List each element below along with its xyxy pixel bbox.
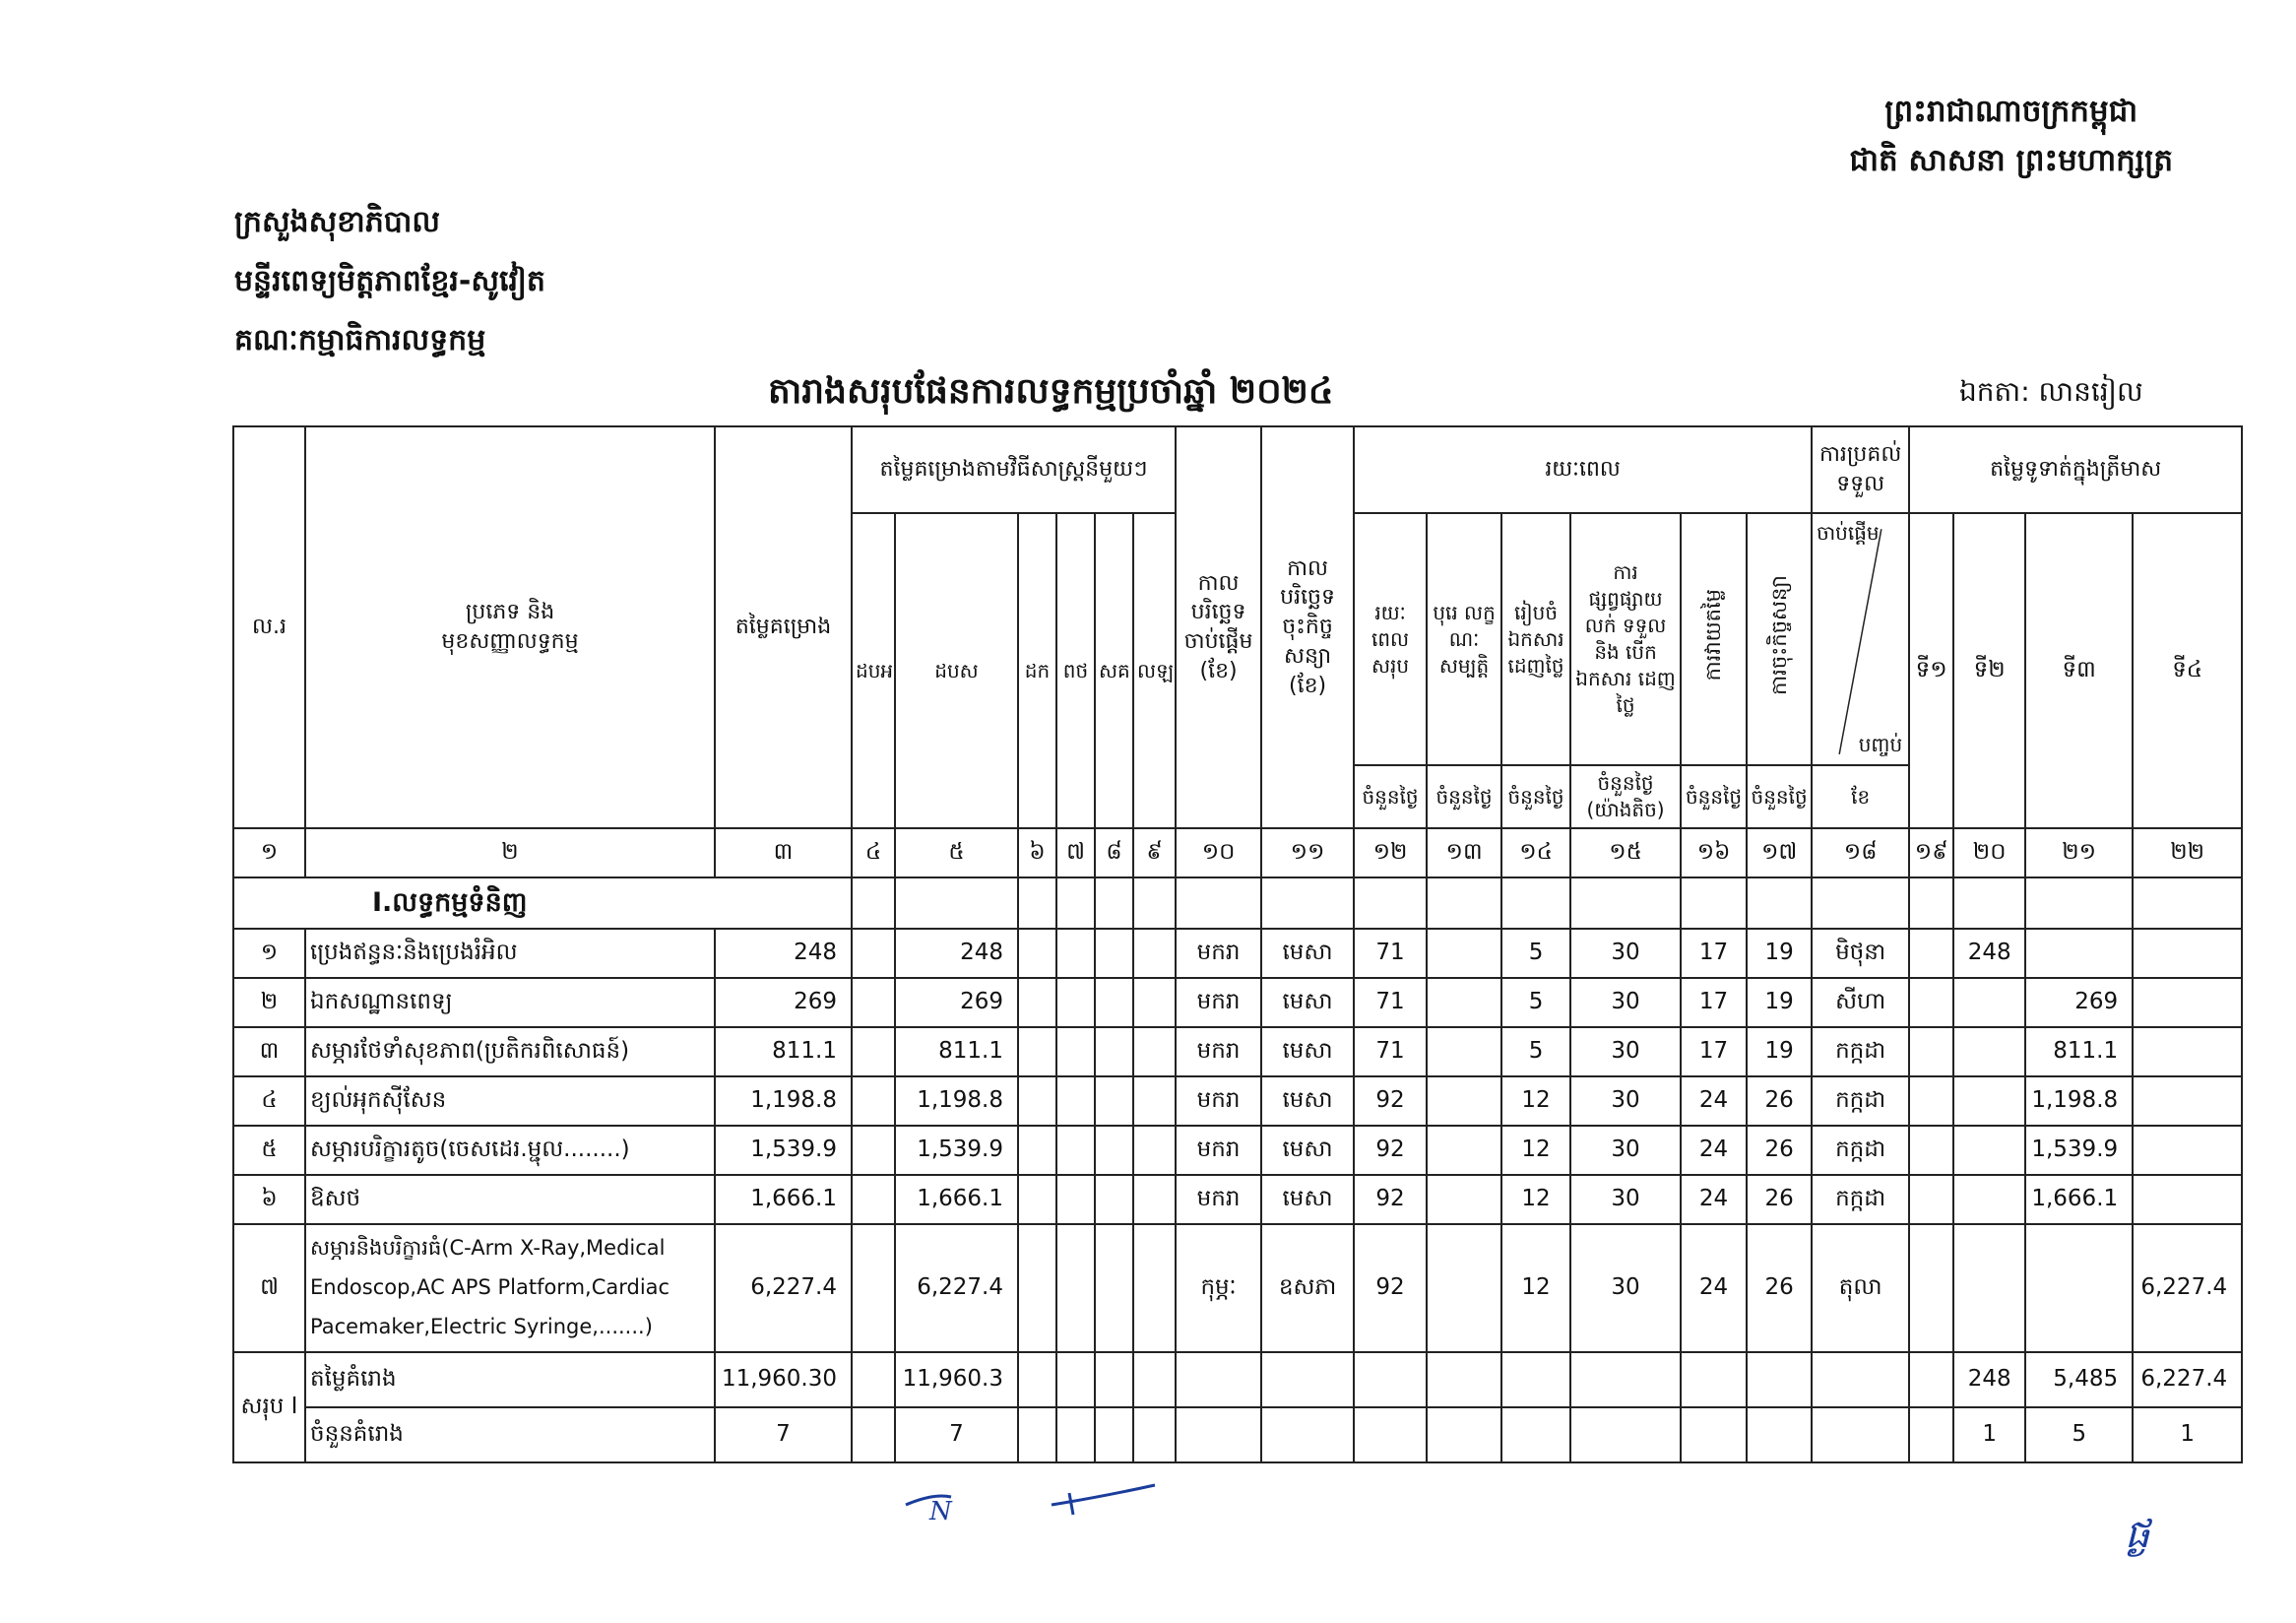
table-row [233,1076,2242,1126]
colnum: ២០ [1953,828,2025,877]
colnum: ១៤ [1501,828,1570,877]
q4-header: ទី៤ [2133,513,2242,828]
unit-days-12: ចំនួនថ្ងៃ [1354,765,1427,828]
colnum: ១៨ [1812,828,1909,877]
row-q3 [2025,929,2133,978]
row-q2 [1953,1126,2025,1175]
summary-value-estimate: 11,960.30 [715,1352,852,1407]
col-start-header: កាល បរិច្ឆេទ ចាប់ផ្ដើម (ខែ) [1176,426,1261,828]
committee-name: គណៈកម្មាធិការលទ្ធកម្ម [234,323,486,357]
row-receipt: តុលា [1812,1224,1909,1352]
colnum: ១៧ [1747,828,1812,877]
row-q1 [1909,1126,1953,1175]
header-row-1 [233,426,2242,513]
duration-sign-cell [1747,513,1812,765]
method-ly: លឡ [1133,513,1176,828]
row-sign: 19 [1747,978,1812,1027]
row-estimate: 1,539.9 [715,1126,852,1175]
row-q4 [2133,1175,2242,1224]
receipt-end: បញ្ចប់ [1858,733,1903,756]
summary-value-row [233,1352,2242,1407]
row-prepare: 5 [1501,1027,1570,1076]
row-q2 [1953,1175,2025,1224]
row-contract: មេសា [1261,978,1354,1027]
colnum: ១៣ [1427,828,1501,877]
row-start: មករា [1176,1076,1261,1126]
initial-mark-2: ផ្ង [2125,1512,2150,1557]
row-q4 [2133,1126,2242,1175]
row-dbs: 6,227.4 [895,1224,1018,1352]
q2-header: ទី២ [1953,513,2025,828]
row-no: ៧ [233,1224,305,1352]
unit-days-16: ចំនួនថ្ងៃ [1681,765,1747,828]
row-dbs: 811.1 [895,1027,1018,1076]
row-name-line: សម្ភារនិងបរិក្ខារធំ(C-Arm X-Ray,Medical [310,1236,666,1261]
row-q4 [2133,978,2242,1027]
duration-evaluate-cell [1681,513,1747,765]
colnum: ២១ [2025,828,2133,877]
table-row [233,1126,2242,1175]
row-estimate: 6,227.4 [715,1224,852,1352]
summary-label: សរុប I [233,1352,305,1462]
row-q2: 248 [1953,929,2025,978]
summary-count-row [233,1407,2242,1462]
row-dbs: 1,539.9 [895,1126,1018,1175]
summary-value-q3: 5,485 [2025,1352,2133,1407]
row-no: ៥ [233,1126,305,1175]
col-estimate-header: តម្លៃគម្រោង [715,426,852,828]
row-name: ឱសថ [305,1175,715,1224]
summary-value-q4: 6,227.4 [2133,1352,2242,1407]
row-dbs: 248 [895,929,1018,978]
colnum: ៤ [852,828,895,877]
row-advertise: 30 [1570,1076,1681,1126]
receipt-diagonal-cell [1812,513,1909,765]
row-sign: 26 [1747,1076,1812,1126]
duration-prequal: បុរេ លក្ខ ណៈ សម្បត្តិ [1427,513,1501,765]
diagonal-line [1813,514,1908,764]
row-name: សម្ភារបរិក្ខារតូច(ចេសដេរ.ម្ជុល........) [305,1126,715,1175]
row-prepare: 12 [1501,1126,1570,1175]
col-no-header: ល.រ [233,426,305,828]
row-contract: មេសា [1261,1126,1354,1175]
kingdom-line2: ជាតិ សាសនា ព្រះមហាក្សត្រ [1849,143,2173,178]
kingdom-header [1849,87,2173,185]
summary-count-q2: 1 [1953,1407,2025,1462]
row-q4: 6,227.4 [2133,1224,2242,1352]
row-evaluate: 24 [1681,1224,1747,1352]
unit-days-15: ចំនួនថ្ងៃ (យ៉ាងតិច) [1570,765,1681,828]
row-total: 71 [1354,1027,1427,1076]
summary-value-label: តម្លៃគំរោង [305,1352,715,1407]
row-sign: 26 [1747,1175,1812,1224]
row-q4 [2133,1027,2242,1076]
duration-total: រយៈ ពេល សរុប [1354,513,1427,765]
initial-mark-1: N [929,1497,952,1526]
colnum: ១ [233,828,305,877]
page-title: តារាងសរុបផែនការលទ្ធកម្មប្រចាំឆ្នាំ ២០២៤ [768,371,1334,412]
row-receipt: កក្កដា [1812,1076,1909,1126]
col-bymethod-header: តម្លៃគម្រោងតាមវិធីសាស្ត្រនីមួយៗ [852,426,1176,513]
table-row [233,1224,2242,1352]
col-receipt-header: ការប្រគល់ ទទួល [1812,426,1909,513]
row-q1 [1909,1027,1953,1076]
method-sk: សគ [1095,513,1133,828]
row-evaluate: 24 [1681,1126,1747,1175]
row-contract: ឧសភា [1261,1224,1354,1352]
row-advertise: 30 [1570,978,1681,1027]
colnum: ៥ [895,828,1018,877]
duration-sign: ការចុះកិច្ចសន្យា [1766,574,1791,695]
row-total: 92 [1354,1224,1427,1352]
row-receipt: មិថុនា [1812,929,1909,978]
row-evaluate: 17 [1681,929,1747,978]
row-prequal [1427,1175,1501,1224]
method-dk: ដក [1018,513,1056,828]
section-title: I.លទ្ធកម្មទំនិញ [233,877,852,929]
colnum: ៩ [1133,828,1176,877]
row-dbs: 269 [895,978,1018,1027]
summary-count-q3: 5 [2025,1407,2133,1462]
q1-header: ទី១ [1909,513,1953,828]
row-start: មករា [1176,978,1261,1027]
row-advertise: 30 [1570,1126,1681,1175]
row-sign: 26 [1747,1126,1812,1175]
row-no: ១ [233,929,305,978]
row-q3: 269 [2025,978,2133,1027]
colnum: ១១ [1261,828,1354,877]
row-q3: 1,539.9 [2025,1126,2133,1175]
row-estimate: 1,198.8 [715,1076,852,1126]
colnum: ៦ [1018,828,1056,877]
row-name: ខ្យល់អុកស៊ីសែន [305,1076,715,1126]
row-q2 [1953,1076,2025,1126]
table-row [233,929,2242,978]
row-no: ២ [233,978,305,1027]
table-row [233,1175,2242,1224]
column-number-row [233,828,2242,877]
summary-value-dbs: 11,960.3 [895,1352,1018,1407]
table-row [233,978,2242,1027]
row-total: 71 [1354,978,1427,1027]
row-no: ៤ [233,1076,305,1126]
row-q3: 1,198.8 [2025,1076,2133,1126]
row-name: ប្រេងឥន្ធនៈនិងប្រេងរំអិល [305,929,715,978]
row-prequal [1427,1027,1501,1076]
row-prepare: 5 [1501,978,1570,1027]
col-type-line2: មុខសញ្ញាលទ្ធកម្ម [441,629,579,654]
col-contract-header: កាល បរិច្ឆេទ ចុះកិច្ច សន្យា (ខែ) [1261,426,1354,828]
row-q2 [1953,978,2025,1027]
row-no: ៣ [233,1027,305,1076]
row-start: មករា [1176,1175,1261,1224]
row-evaluate: 24 [1681,1175,1747,1224]
colnum: ២២ [2133,828,2242,877]
row-q2 [1953,1027,2025,1076]
method-pch: ពថ [1056,513,1095,828]
row-prequal [1427,978,1501,1027]
row-name-line: Endoscop,AC APS Platform,Cardiac [310,1275,670,1300]
row-sign: 19 [1747,929,1812,978]
col-duration-header: រយៈពេល [1354,426,1812,513]
row-q1 [1909,929,1953,978]
method-dbk: ដបអ [852,513,895,828]
colnum: ១២ [1354,828,1427,877]
colnum: ១៥ [1570,828,1681,877]
row-name [305,1224,715,1352]
row-advertise: 30 [1570,929,1681,978]
row-estimate: 811.1 [715,1027,852,1076]
row-receipt: កក្កដា [1812,1027,1909,1076]
row-start: មករា [1176,1126,1261,1175]
row-total: 92 [1354,1175,1427,1224]
row-receipt: កក្កដា [1812,1126,1909,1175]
row-advertise: 30 [1570,1224,1681,1352]
row-contract: មេសា [1261,1076,1354,1126]
unit-days-17: ចំនួនថ្ងៃ [1747,765,1812,828]
col-type-header [305,426,715,828]
q3-header: ទី៣ [2025,513,2133,828]
col-payment-header: តម្លៃទូទាត់ក្នុងត្រីមាស [1909,426,2242,513]
row-q1 [1909,1175,1953,1224]
row-no: ៦ [233,1175,305,1224]
row-receipt: សីហា [1812,978,1909,1027]
summary-count-label: ចំនួនគំរោង [305,1407,715,1462]
row-total: 71 [1354,929,1427,978]
col-type-line1: ប្រភេទ និង [465,600,555,625]
procurement-table [232,425,2243,1463]
row-sign: 26 [1747,1224,1812,1352]
section-row [233,877,2242,929]
colnum: ៨ [1095,828,1133,877]
row-contract: មេសា [1261,929,1354,978]
colnum: ៧ [1056,828,1095,877]
row-total: 92 [1354,1126,1427,1175]
method-dbs: ដបស [895,513,1018,828]
row-evaluate: 24 [1681,1076,1747,1126]
row-prequal [1427,1076,1501,1126]
row-prequal [1427,1126,1501,1175]
table-row [233,1027,2242,1076]
summary-count-q4: 1 [2133,1407,2242,1462]
row-prepare: 5 [1501,929,1570,978]
duration-advertise: ការ ផ្សព្វផ្សាយ លក់ ទទួល និង បើកឯកសារ ដេញថ្លៃ [1570,513,1681,765]
row-name-line: Pacemaker,Electric Syringe,.......) [310,1314,653,1338]
row-prepare: 12 [1501,1224,1570,1352]
row-total: 92 [1354,1076,1427,1126]
row-q4 [2133,929,2242,978]
hospital-name: មន្ទីរពេទ្យមិត្តភាពខ្មែរ-សូវៀត [234,264,545,298]
row-contract: មេសា [1261,1027,1354,1076]
receipt-start: ចាប់ផ្ដើម [1817,521,1880,545]
row-name: សម្ភារថែទាំសុខភាព(ប្រតិករពិសោធន៍) [305,1027,715,1076]
row-q4 [2133,1076,2242,1126]
summary-count-dbs: 7 [895,1407,1018,1462]
row-evaluate: 17 [1681,978,1747,1027]
colnum: ១៦ [1681,828,1747,877]
row-q3: 811.1 [2025,1027,2133,1076]
row-q1 [1909,1076,1953,1126]
kingdom-line1: ព្រះរាជាណាចក្រកម្ពុជា [1884,94,2138,129]
row-contract: មេសា [1261,1175,1354,1224]
row-start: មករា [1176,1027,1261,1076]
row-prequal [1427,929,1501,978]
ministry-name: ក្រសួងសុខាភិបាល [234,205,440,239]
row-dbs: 1,198.8 [895,1076,1018,1126]
colnum: ១៩ [1909,828,1953,877]
duration-prepare: រៀបចំ ឯកសារ ដេញថ្លៃ [1501,513,1570,765]
row-estimate: 248 [715,929,852,978]
row-start: មករា [1176,929,1261,978]
row-advertise: 30 [1570,1175,1681,1224]
colnum: ១០ [1176,828,1261,877]
row-dbs: 1,666.1 [895,1175,1018,1224]
duration-evaluate: ការវាយតម្លៃ [1701,588,1726,682]
summary-value-q2: 248 [1953,1352,2025,1407]
unit-label: ឯកតា: លានរៀល [1959,375,2143,408]
colnum: ៣ [715,828,852,877]
row-prepare: 12 [1501,1175,1570,1224]
row-q1 [1909,978,1953,1027]
summary-count-estimate: 7 [715,1407,852,1462]
row-estimate: 269 [715,978,852,1027]
unit-month-18: ខែ [1812,765,1909,828]
row-sign: 19 [1747,1027,1812,1076]
colnum: ២ [305,828,715,877]
row-evaluate: 17 [1681,1027,1747,1076]
row-prepare: 12 [1501,1076,1570,1126]
row-name: ឯកសណ្ឋានពេទ្យ [305,978,715,1027]
unit-days-13: ចំនួនថ្ងៃ [1427,765,1501,828]
row-q3: 1,666.1 [2025,1175,2133,1224]
row-start: កុម្ភៈ [1176,1224,1261,1352]
row-estimate: 1,666.1 [715,1175,852,1224]
row-receipt: កក្កដា [1812,1175,1909,1224]
unit-days-14: ចំនួនថ្ងៃ [1501,765,1570,828]
row-advertise: 30 [1570,1027,1681,1076]
